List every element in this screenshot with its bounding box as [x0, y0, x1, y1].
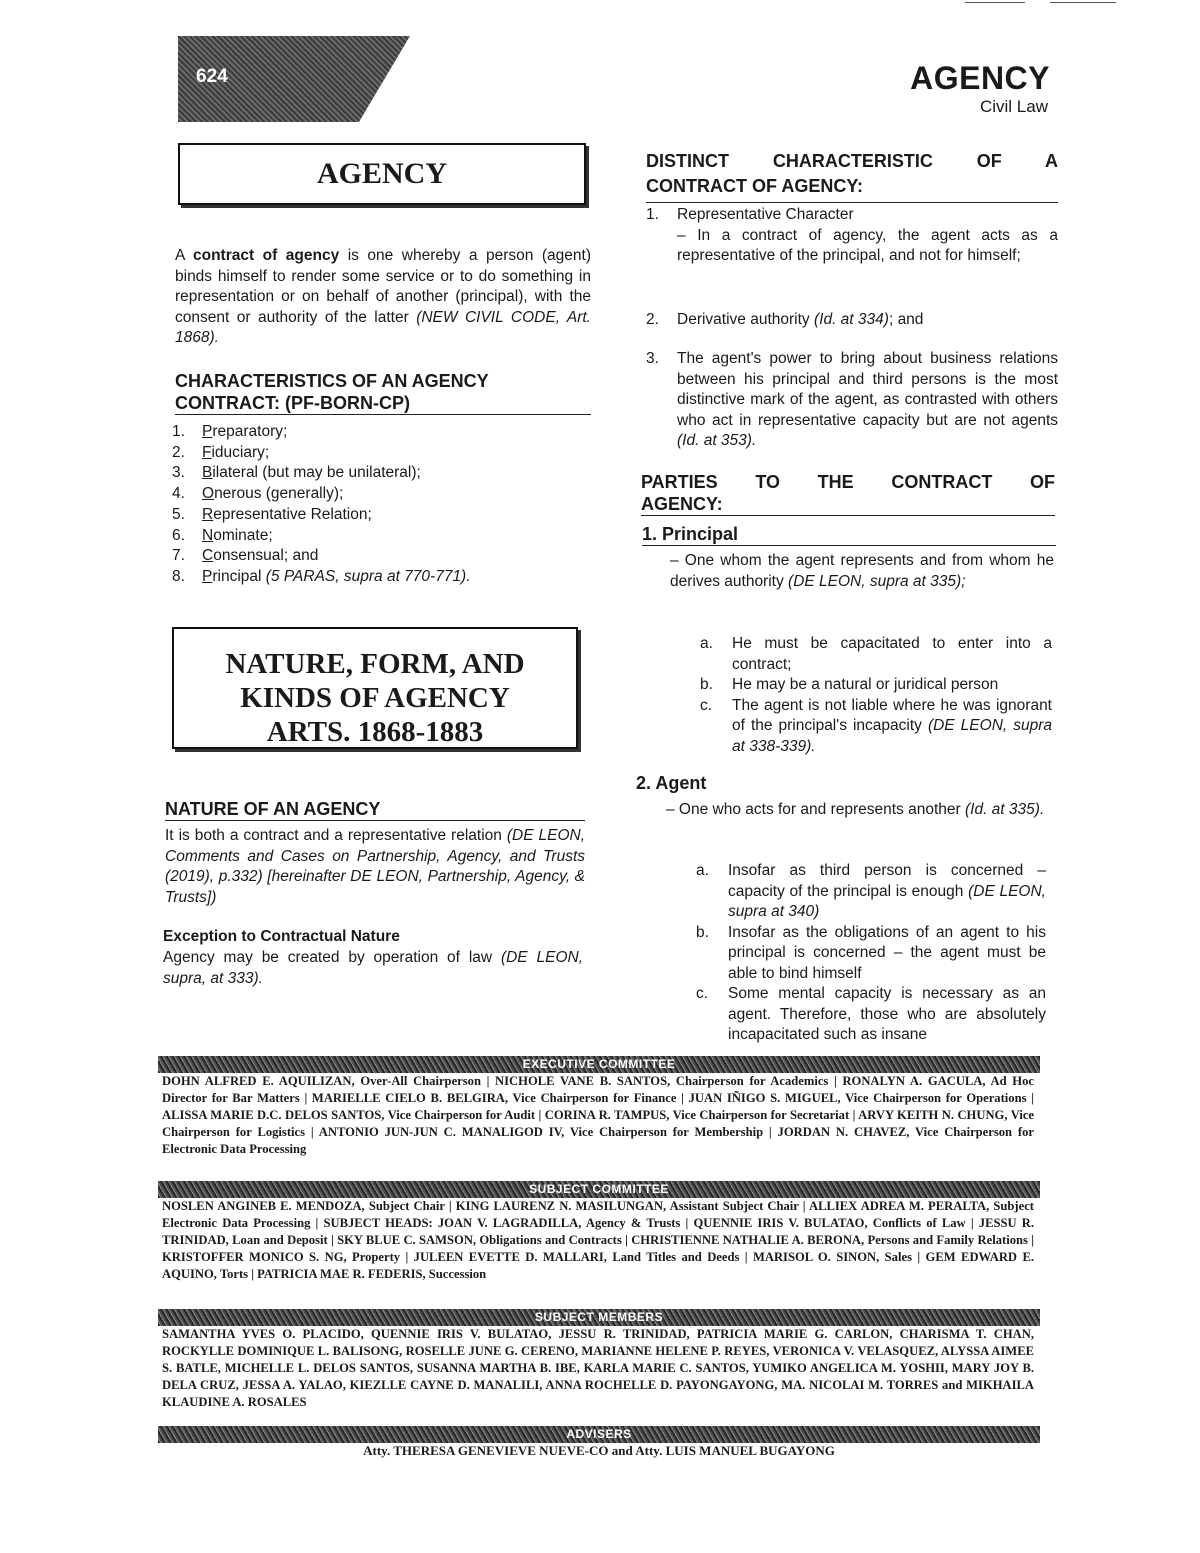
- agent-definition: – One who acts for and represents another (Id. at 335).: [666, 801, 1045, 818]
- defined-term: contract of agency: [193, 247, 340, 264]
- sub-item: a. Insofar as third person is concerned – capacity of the principal is enough (DE LEON, supra at 340): [696, 862, 1046, 920]
- agency-title-box: AGENCY: [178, 143, 586, 205]
- distinct-item-2: 2. Derivative authority (Id. at 334); and: [646, 311, 924, 328]
- principal-definition: – One whom the agent represents and from whom he derives authority (DE LEON, supra at 335);: [670, 552, 1054, 590]
- exception-body: Agency may be created by operation of law (DE LEON, supra, at 333).: [163, 949, 583, 987]
- characteristic-item: 3. Bilateral (but may be unilateral);: [172, 464, 421, 482]
- advisers-band: ADVISERS: [158, 1426, 1040, 1443]
- scan-artifact: [1050, 2, 1116, 3]
- agent-label: 2. Agent: [636, 773, 707, 793]
- principal-items: [700, 634, 1052, 757]
- advisers-text: Atty. THERESA GENEVIEVE NUEVE-CO and Atty. LUIS MANUEL BUGAYONG: [363, 1443, 835, 1458]
- sub-item: c. Some mental capacity is necessary as an agent. Therefore, those who are absolutely incapacitated such as insane: [696, 985, 1046, 1043]
- running-header-title: AGENCY: [910, 60, 1050, 96]
- scan-artifact: [965, 2, 1025, 3]
- nature-heading: NATURE OF AN AGENCY: [165, 798, 585, 821]
- executive-committee-text: DOHN ALFRED E. AQUILIZAN, Over-All Chairperson | NICHOLE VANE B. SANTOS, Chairperson for Academics | RONALYN A. GACULA, Ad Hoc Director for Bar Matters | MARIELLE CIELO B. BELGIRA, Vice Chairperson for Finance | JUAN IÑIGO S. MIGUEL, Vice Chairperson for Operations | ALISSA MARIE D.C. DELOS SANTOS, Vice Chairperson for Audit | CORINA R. TAMPUS, Vice Chairperson for Secretariat | ARVY KEITH N. CHUNG, Vice Chairperson for Logistics | ANTONIO JUN-JUN C. MANALIGOD IV, Vice Chairperson for Membership | JORDAN N. CHAVEZ, Vice Chairperson for Electronic Data Processing: [162, 1074, 1034, 1156]
- characteristic-item: 5. Representative Relation;: [172, 505, 372, 523]
- running-header-subtitle: Civil Law: [979, 97, 1048, 116]
- characteristics-list: [172, 422, 588, 588]
- nature-form-kinds-box: NATURE, FORM, AND KINDS OF AGENCY ARTS. 1868-1883: [172, 627, 578, 749]
- page-number: 624: [196, 66, 228, 87]
- distinct-item-3: 3. The agent's power to bring about business relations between his principal and third persons is the most distinctive mark of the agent, as contrasted with others who act in representative capacity but are not agents (Id. at 353).: [646, 350, 1058, 449]
- subject-committee-text: NOSLEN ANGINEB E. MENDOZA, Subject Chair | KING LAURENZ N. MASILUNGAN, Assistant Subject Chair | ALLIEX ADREA M. PERALTA, Subject Electronic Data Processing | SUBJECT HEADS: JOAN V. LAGRADILLA, Agency & Trusts | QUENNIE IRIS V. BULATAO, Conflicts of Law | JESSU R. TRINIDAD, Loan and Deposit | SKY BLUE C. SAMSON, Obligations and Contracts | CHRISTIENNE NATHALIE A. BERONA, Persons and Family Relations | KRISTOFFER MONICO S. NG, Property | JULEEN EVETTE D. MALLARI, Land Titles and Deeds | MARISOL O. SINON, Sales | GEM EDWARD E. AQUINO, Torts | PATRICIA MAE R. FEDERIS, Succession: [162, 1199, 1034, 1281]
- nature-body: It is both a contract and a representative relation (DE LEON, Comments and Cases on Partnership, Agency, and Trusts (2019), p.332) [hereinafter DE LEON, Partnership, Agency, & Trusts]): [165, 827, 586, 906]
- sub-item: b. He may be a natural or juridical person: [700, 676, 999, 693]
- characteristic-item: 2. Fiduciary;: [172, 443, 270, 461]
- executive-committee-band: EXECUTIVE COMMITTEE: [158, 1056, 1040, 1073]
- characteristics-heading: CHARACTERISTICS OF AN AGENCY CONTRACT: (PF-BORN-CP): [175, 370, 591, 415]
- sub-item: c. The agent is not liable where he was ignorant of the principal's incapacity (DE LEON, supra at 338-339).: [700, 696, 1052, 755]
- characteristic-item: 8. Principal (5 PARAS, supra at 770-771).: [172, 567, 471, 585]
- characteristic-item: 1. Preparatory;: [172, 423, 288, 440]
- principal-label: 1. Principal: [642, 524, 1056, 546]
- subject-members-band: SUBJECT MEMBERS: [158, 1309, 1040, 1326]
- distinct-heading-line1: DISTINCT CHARACTERISTIC OF A: [646, 151, 1058, 171]
- distinct-heading-rule: [646, 202, 1058, 203]
- subject-members-text: SAMANTHA YVES O. PLACIDO, QUENNIE IRIS V. BULATAO, JESSU R. TRINIDAD, PATRICIA MARIE G. CARLON, CHARISMA T. CHAN, ROCKYLLE DOMINIQUE L. BALISONG, ROSELLE JUNE G. CERENO, MARIANNE HELENE P. REYES, VERONICA V. VELASQUEZ, ALYSSA AIMEE S. BATLE, MICHELLE L. DELOS SANTOS, SUSANNA MARTHA B. IBE, KARLA MARIE C. SANTOS, YUMIKO ANGELICA M. YOSHII, MARY JOY B. DELA CRUZ, JESSA A. YALAO, KIEZLLE CAYNE D. MANALILI, ANNA ROCHELLE D. PAYONGAYONG, MA. NICOLAI M. TORRES and MIKHAILA KLAUDINE A. ROSALES: [162, 1327, 1034, 1409]
- agent-items: [696, 861, 1046, 1046]
- sub-item: a. He must be capacitated to enter into a contract;: [700, 635, 1052, 673]
- agency-definition: A contract of agency is one whereby a person (agent) binds himself to render some service or to do something in representation or on behalf of another (principal), with the consent or authority of the latter (NEW CIVIL CODE, Art. 1868).: [175, 247, 592, 346]
- characteristic-item: 7. Consensual; and: [172, 547, 319, 565]
- sub-item: b. Insofar as the obligations of an agent to his principal is concerned – the agent must be able to bind himself: [696, 923, 1046, 982]
- characteristic-item: 4. Onerous (generally);: [172, 485, 344, 503]
- exception-heading: Exception to Contractual Nature: [163, 928, 400, 945]
- characteristic-item: 6. Nominate;: [172, 526, 273, 544]
- subject-committee-band: SUBJECT COMMITTEE: [158, 1181, 1040, 1198]
- distinct-item-1: 1. Representative Character – In a contract of agency, the agent acts as a representative of the principal, and not for himself;: [646, 206, 1058, 264]
- distinct-heading-line2: CONTRACT OF AGENCY:: [646, 176, 863, 196]
- parties-heading: PARTIES TO THE CONTRACT OF AGENCY:: [641, 472, 1055, 514]
